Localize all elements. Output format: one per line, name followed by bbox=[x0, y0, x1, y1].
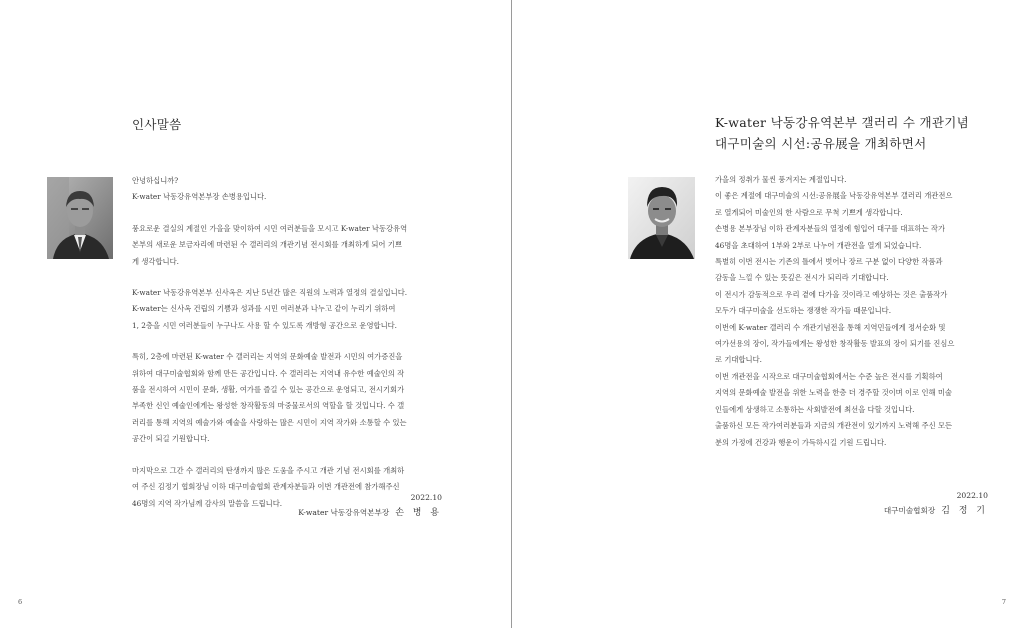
text-line: 여 주신 김정기 협회장님 이하 대구미술협회 관계자분들과 이번 개관전에 참가해주신 bbox=[132, 482, 400, 492]
left-letter-body bbox=[132, 173, 407, 527]
text-line: 이번에 K-water 갤러리 수 개관기념전을 통해 지역민들에게 정서순화 및 bbox=[715, 322, 946, 332]
text-line: 위하여 대구미술협회와 함께 만든 공간입니다. 수 갤러리는 지역내 유수한 예술인의 작 bbox=[132, 368, 405, 378]
signature-date: 2022.10 bbox=[410, 493, 442, 502]
text-line: 지역의 문화예술 발전을 위한 노력을 한층 더 경주할 것이며 이로 인해 미술 bbox=[715, 388, 952, 398]
portrait-photo-association-president bbox=[628, 177, 695, 259]
portrait-president-image bbox=[628, 177, 695, 259]
text-line: 품을 전시하여 시민이 문화, 생활, 여가를 즐길 수 있는 공간으로 운영되고, 전시기회가 bbox=[132, 385, 405, 395]
text-line: 이번 개관전을 시작으로 대구미술협회에서는 수준 높은 전시를 기획하여 bbox=[715, 371, 943, 381]
text-line: 가을의 정취가 물씬 풍겨지는 계절입니다. bbox=[715, 175, 847, 184]
text-line: 이 전시가 감동적으로 우리 곁에 다가올 것이라고 예상하는 것은 출품작가 bbox=[715, 289, 948, 299]
signature-line bbox=[884, 503, 988, 519]
text-line: 게 생각합니다. bbox=[132, 256, 179, 266]
text-line: 감동을 느낄 수 있는 뜻깊은 전시가 되리라 기대합니다. bbox=[715, 273, 889, 283]
text-line: 이 좋은 계절에 대구미술의 시선:공유展을 낙동강유역본부 갤러리 개관전으 bbox=[715, 191, 953, 201]
signer-name: 손 병 용 bbox=[395, 508, 442, 518]
text-line: K-water 낙동강유역본부장 손병용입니다. bbox=[132, 192, 267, 202]
text-line: 출품하신 모든 작가여러분들과 지금의 개관전이 있기까지 노력해 주신 모든 bbox=[715, 421, 953, 431]
signature-line bbox=[298, 505, 442, 521]
text-line: 손병용 본부장님 이하 관계자분들의 열정에 힘입어 대구를 대표하는 작가 bbox=[715, 224, 946, 234]
signer-title: K-water 낙동강유역본부장 bbox=[298, 508, 390, 517]
text-line: 러리를 통해 지역의 예술가와 예술을 사랑하는 많은 시민이 지역 작가와 소통할 수 있는 bbox=[132, 417, 407, 427]
signature-date: 2022.10 bbox=[956, 491, 988, 500]
text-line: 모두가 대구미술을 선도하는 쟁쟁한 작가들 때문입니다. bbox=[715, 306, 892, 316]
left-page bbox=[0, 0, 511, 628]
text-line: 46명의 지역 작가님께 감사의 말씀을 드립니다. bbox=[132, 498, 283, 508]
right-heading bbox=[715, 112, 969, 154]
page-number-right: 7 bbox=[1001, 598, 1006, 606]
text-line: 안녕하십니까? bbox=[132, 176, 179, 185]
paragraph bbox=[132, 173, 407, 206]
text-line: 특히, 2층에 마련된 K-water 수 갤러리는 지역의 문화예술 발전과 시민의 여가증진을 bbox=[132, 352, 403, 362]
portrait-photo-director bbox=[47, 177, 113, 259]
right-letter-body bbox=[715, 172, 954, 451]
text-line: 인들에게 상생하고 소통하는 사회발전에 최선을 다할 것입니다. bbox=[715, 404, 915, 414]
paragraph bbox=[132, 349, 407, 447]
portrait-director-image bbox=[47, 177, 113, 259]
text-line: 로 기대합니다. bbox=[715, 355, 762, 365]
text-line: K-water 낙동강유역본부 신사옥은 지난 5년간 많은 직원의 노력과 열정의 결실입니다. bbox=[132, 288, 408, 298]
signer-name: 김 정 기 bbox=[941, 506, 988, 516]
right-heading-line2: 대구미술의 시선:공유展을 개최하면서 bbox=[715, 136, 927, 151]
signer-title: 대구미술협회장 bbox=[883, 506, 936, 515]
text-line: 풍요로운 결실의 계절인 가을을 맞이하여 시민 여러분들을 모시고 K-water 낙동강유역 bbox=[132, 223, 408, 233]
right-heading-line1: K-water 낙동강유역본부 갤러리 수 개관기념 bbox=[715, 115, 970, 130]
text-line: 특별히 이번 전시는 기존의 틀에서 벗어나 장르 구분 없이 다양한 작품과 bbox=[715, 257, 943, 267]
text-line: 공간이 되길 기원합니다. bbox=[132, 434, 210, 444]
text-line: 로 열게되어 미술인의 한 사람으로 무척 기쁘게 생각합니다. bbox=[715, 207, 903, 217]
paragraph bbox=[132, 221, 407, 270]
page-number-left: 6 bbox=[18, 598, 23, 606]
paragraph bbox=[132, 285, 407, 334]
text-line: 본부의 새로운 보금자리에 마련된 수 갤러리의 개관기념 전시회를 개최하게 되어 기쁘 bbox=[132, 240, 402, 250]
text-line: 마지막으로 그간 수 갤러리의 탄생까지 많은 도움을 주시고 개관 기념 전시회를 개최하 bbox=[132, 465, 405, 475]
left-heading: 인사말씀 bbox=[132, 117, 182, 132]
right-page bbox=[512, 0, 1024, 628]
text-line: 여가선용의 장이, 작가들에게는 왕성한 창작활동 발표의 장이 되기를 진심으 bbox=[715, 339, 955, 349]
left-signature bbox=[298, 490, 442, 521]
text-line: 분의 가정에 건강과 행운이 가득하시길 기원 드립니다. bbox=[715, 437, 887, 447]
text-line: 46명을 초대하여 1부와 2부로 나누어 개관전을 열게 되었습니다. bbox=[715, 240, 922, 250]
text-line: K-water는 신사옥 건립의 기쁨과 성과를 시민 여러분과 나누고 같이 누리기 위하여 bbox=[132, 304, 396, 314]
right-signature bbox=[884, 488, 988, 519]
text-line: 1, 2층을 시민 여러분들이 누구나도 사용 할 수 있도록 개방형 공간으로 운영합니다. bbox=[132, 320, 397, 330]
text-line: 부족한 신인 예술인에게는 왕성한 창작활동의 마중물로서의 역할을 할 것입니다. 수 갤 bbox=[132, 401, 405, 411]
